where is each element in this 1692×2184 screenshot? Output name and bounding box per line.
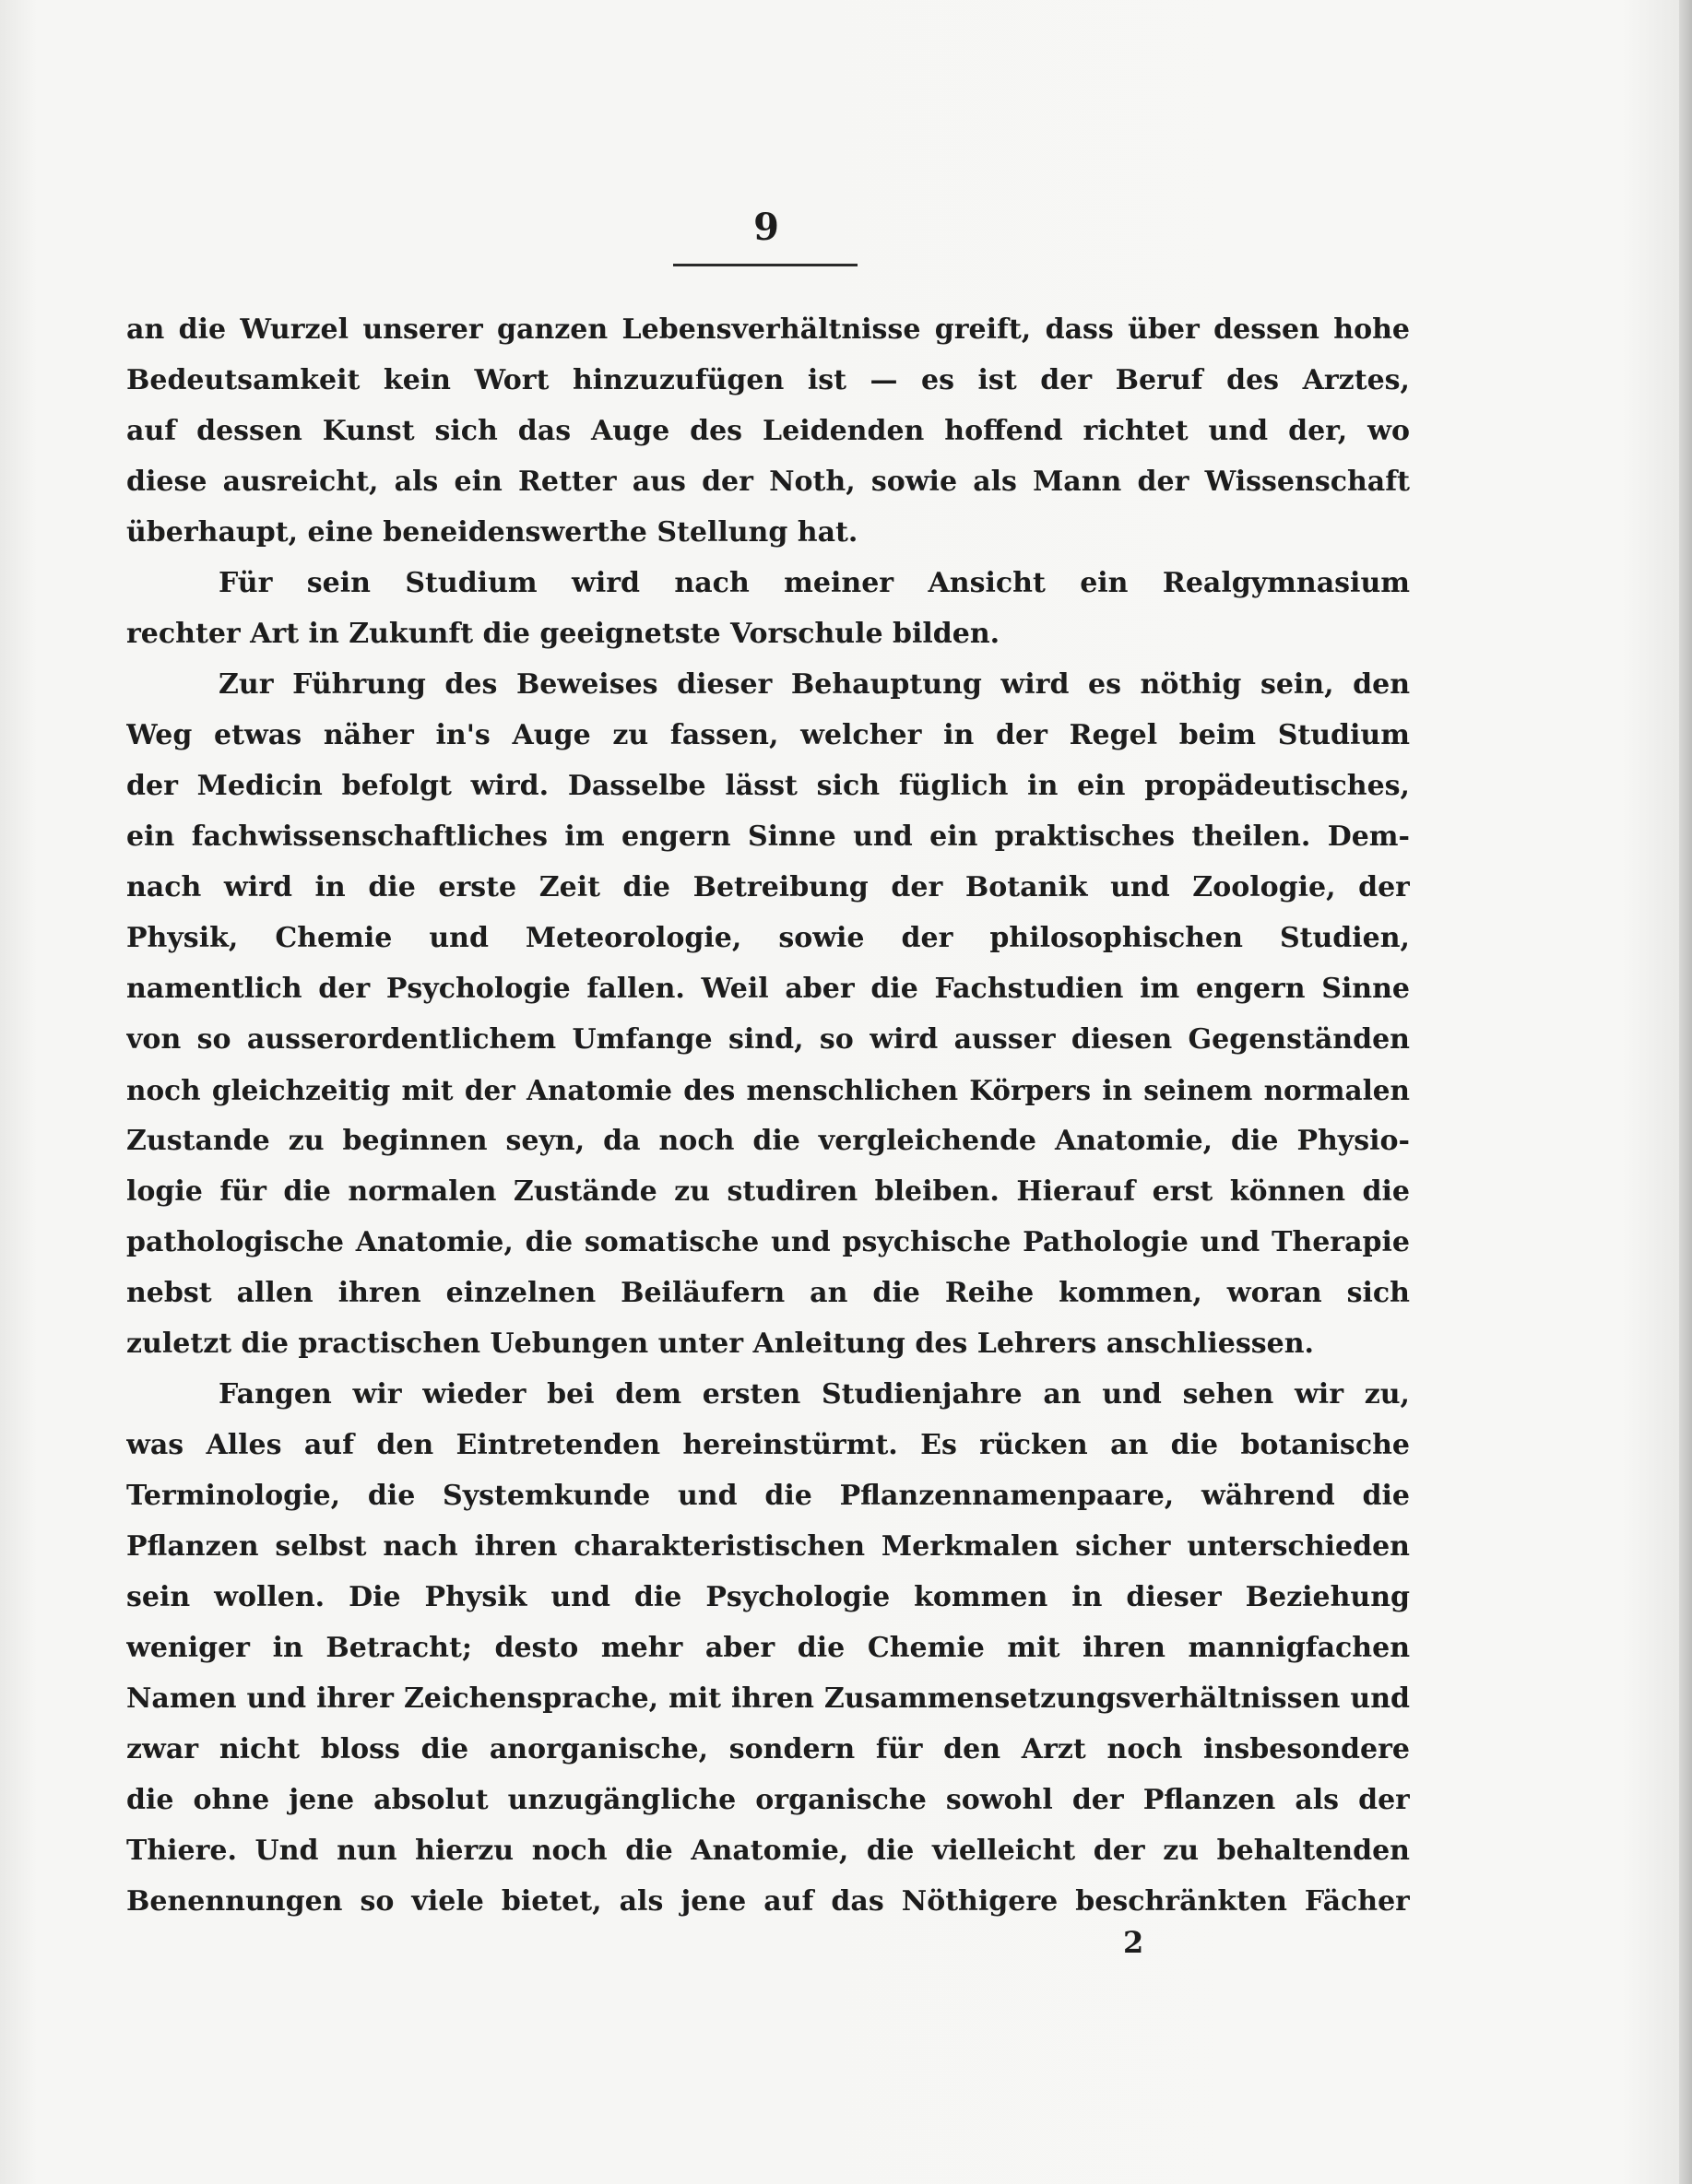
text-line: Zustande zu beginnen seyn, da noch die vergleichende Anatomie, die Physio- [126,1125,1410,1157]
text-line: Benennungen so viele bietet, als jene auf das Nöthigere beschränkten Fächer [126,1885,1410,1918]
text-line: weniger in Betracht; desto mehr aber die Chemie mit ihren mannigfachen [126,1632,1410,1664]
text-line: Terminologie, die Systemkunde und die Pflanzennamenpaare, während die [126,1480,1410,1512]
text-line: überhaupt, eine beneidenswerthe Stellung hat. [126,516,858,549]
text-line: pathologische Anatomie, die somatische und psychische Pathologie und Therapie [126,1226,1410,1258]
text-line: logie für die normalen Zustände zu studiren bleiben. Hierauf erst können die [126,1175,1410,1208]
text-line: Pflanzen selbst nach ihren charakteristischen Merkmalen sicher unterschieden [126,1530,1410,1563]
text-line: ein fachwissenschaftliches im engern Sinne und ein praktisches theilen. Dem- [126,820,1410,853]
text-line: nebst allen ihren einzelnen Beiläufern an die Reihe kommen, woran sich [126,1277,1410,1309]
text-line: Fangen wir wieder bei dem ersten Studienjahre an und sehen wir zu, [219,1378,1410,1411]
text-line: Physik, Chemie und Meteorologie, sowie der philosophischen Studien, [126,922,1410,954]
text-line: Namen und ihrer Zeichensprache, mit ihren Zusammensetzungsverhältnissen und [126,1682,1410,1715]
text-line: der Medicin befolgt wird. Dasselbe lässt sich füglich in ein propädeutisches, [126,770,1410,802]
text-line: Zur Führung des Beweises dieser Behauptung wird es nöthig sein, den [219,668,1410,701]
text-line: Bedeutsamkeit kein Wort hinzuzufügen ist — es ist der Beruf des Arztes, [126,364,1410,396]
text-line: diese ausreicht, als ein Retter aus der Noth, sowie als Mann der Wissenschaft [126,466,1410,498]
signature-mark: 2 [1123,1925,1144,1960]
page-number: 9 [753,206,779,249]
text-line: noch gleichzeitig mit der Anatomie des menschlichen Körpers in seinem normalen [126,1074,1410,1106]
body-text [126,304,1410,1927]
text-line: auf dessen Kunst sich das Auge des Leidenden hoffend richtet und der, wo [126,415,1410,447]
text-line: namentlich der Psychologie fallen. Weil aber die Fachstudien im engern Sinne [126,973,1410,1005]
page-edge-shadow [1679,0,1692,2184]
text-line: Thiere. Und nun hierzu noch die Anatomie, die vielleicht der zu behaltenden [126,1835,1410,1867]
text-line: von so ausserordentlichem Umfange sind, so wird ausser diesen Gegenständen [126,1023,1410,1056]
text-line: die ohne jene absolut unzugängliche organische sowohl der Pflanzen als der [126,1784,1410,1816]
text-line: rechter Art in Zukunft die geeignetste Vorschule bilden. [126,618,1000,650]
text-line: zuletzt die practischen Uebungen unter Anleitung des Lehrers anschliessen. [126,1328,1314,1360]
text-line: was Alles auf den Eintretenden hereinstürmt. Es rücken an die botanische [126,1429,1410,1461]
text-line: sein wollen. Die Physik und die Psychologie kommen in dieser Beziehung [126,1581,1410,1613]
header-rule [673,264,858,266]
text-line: Für sein Studium wird nach meiner Ansicht ein Realgymnasium [219,567,1410,599]
text-line: zwar nicht bloss die anorganische, sondern für den Arzt noch insbesondere [126,1733,1410,1765]
text-line: nach wird in die erste Zeit die Betreibung der Botanik und Zoologie, der [126,871,1410,903]
text-line: an die Wurzel unserer ganzen Lebensverhältnisse greift, dass über dessen hohe [126,313,1410,346]
text-line: Weg etwas näher in's Auge zu fassen, welcher in der Regel beim Studium [126,719,1410,751]
